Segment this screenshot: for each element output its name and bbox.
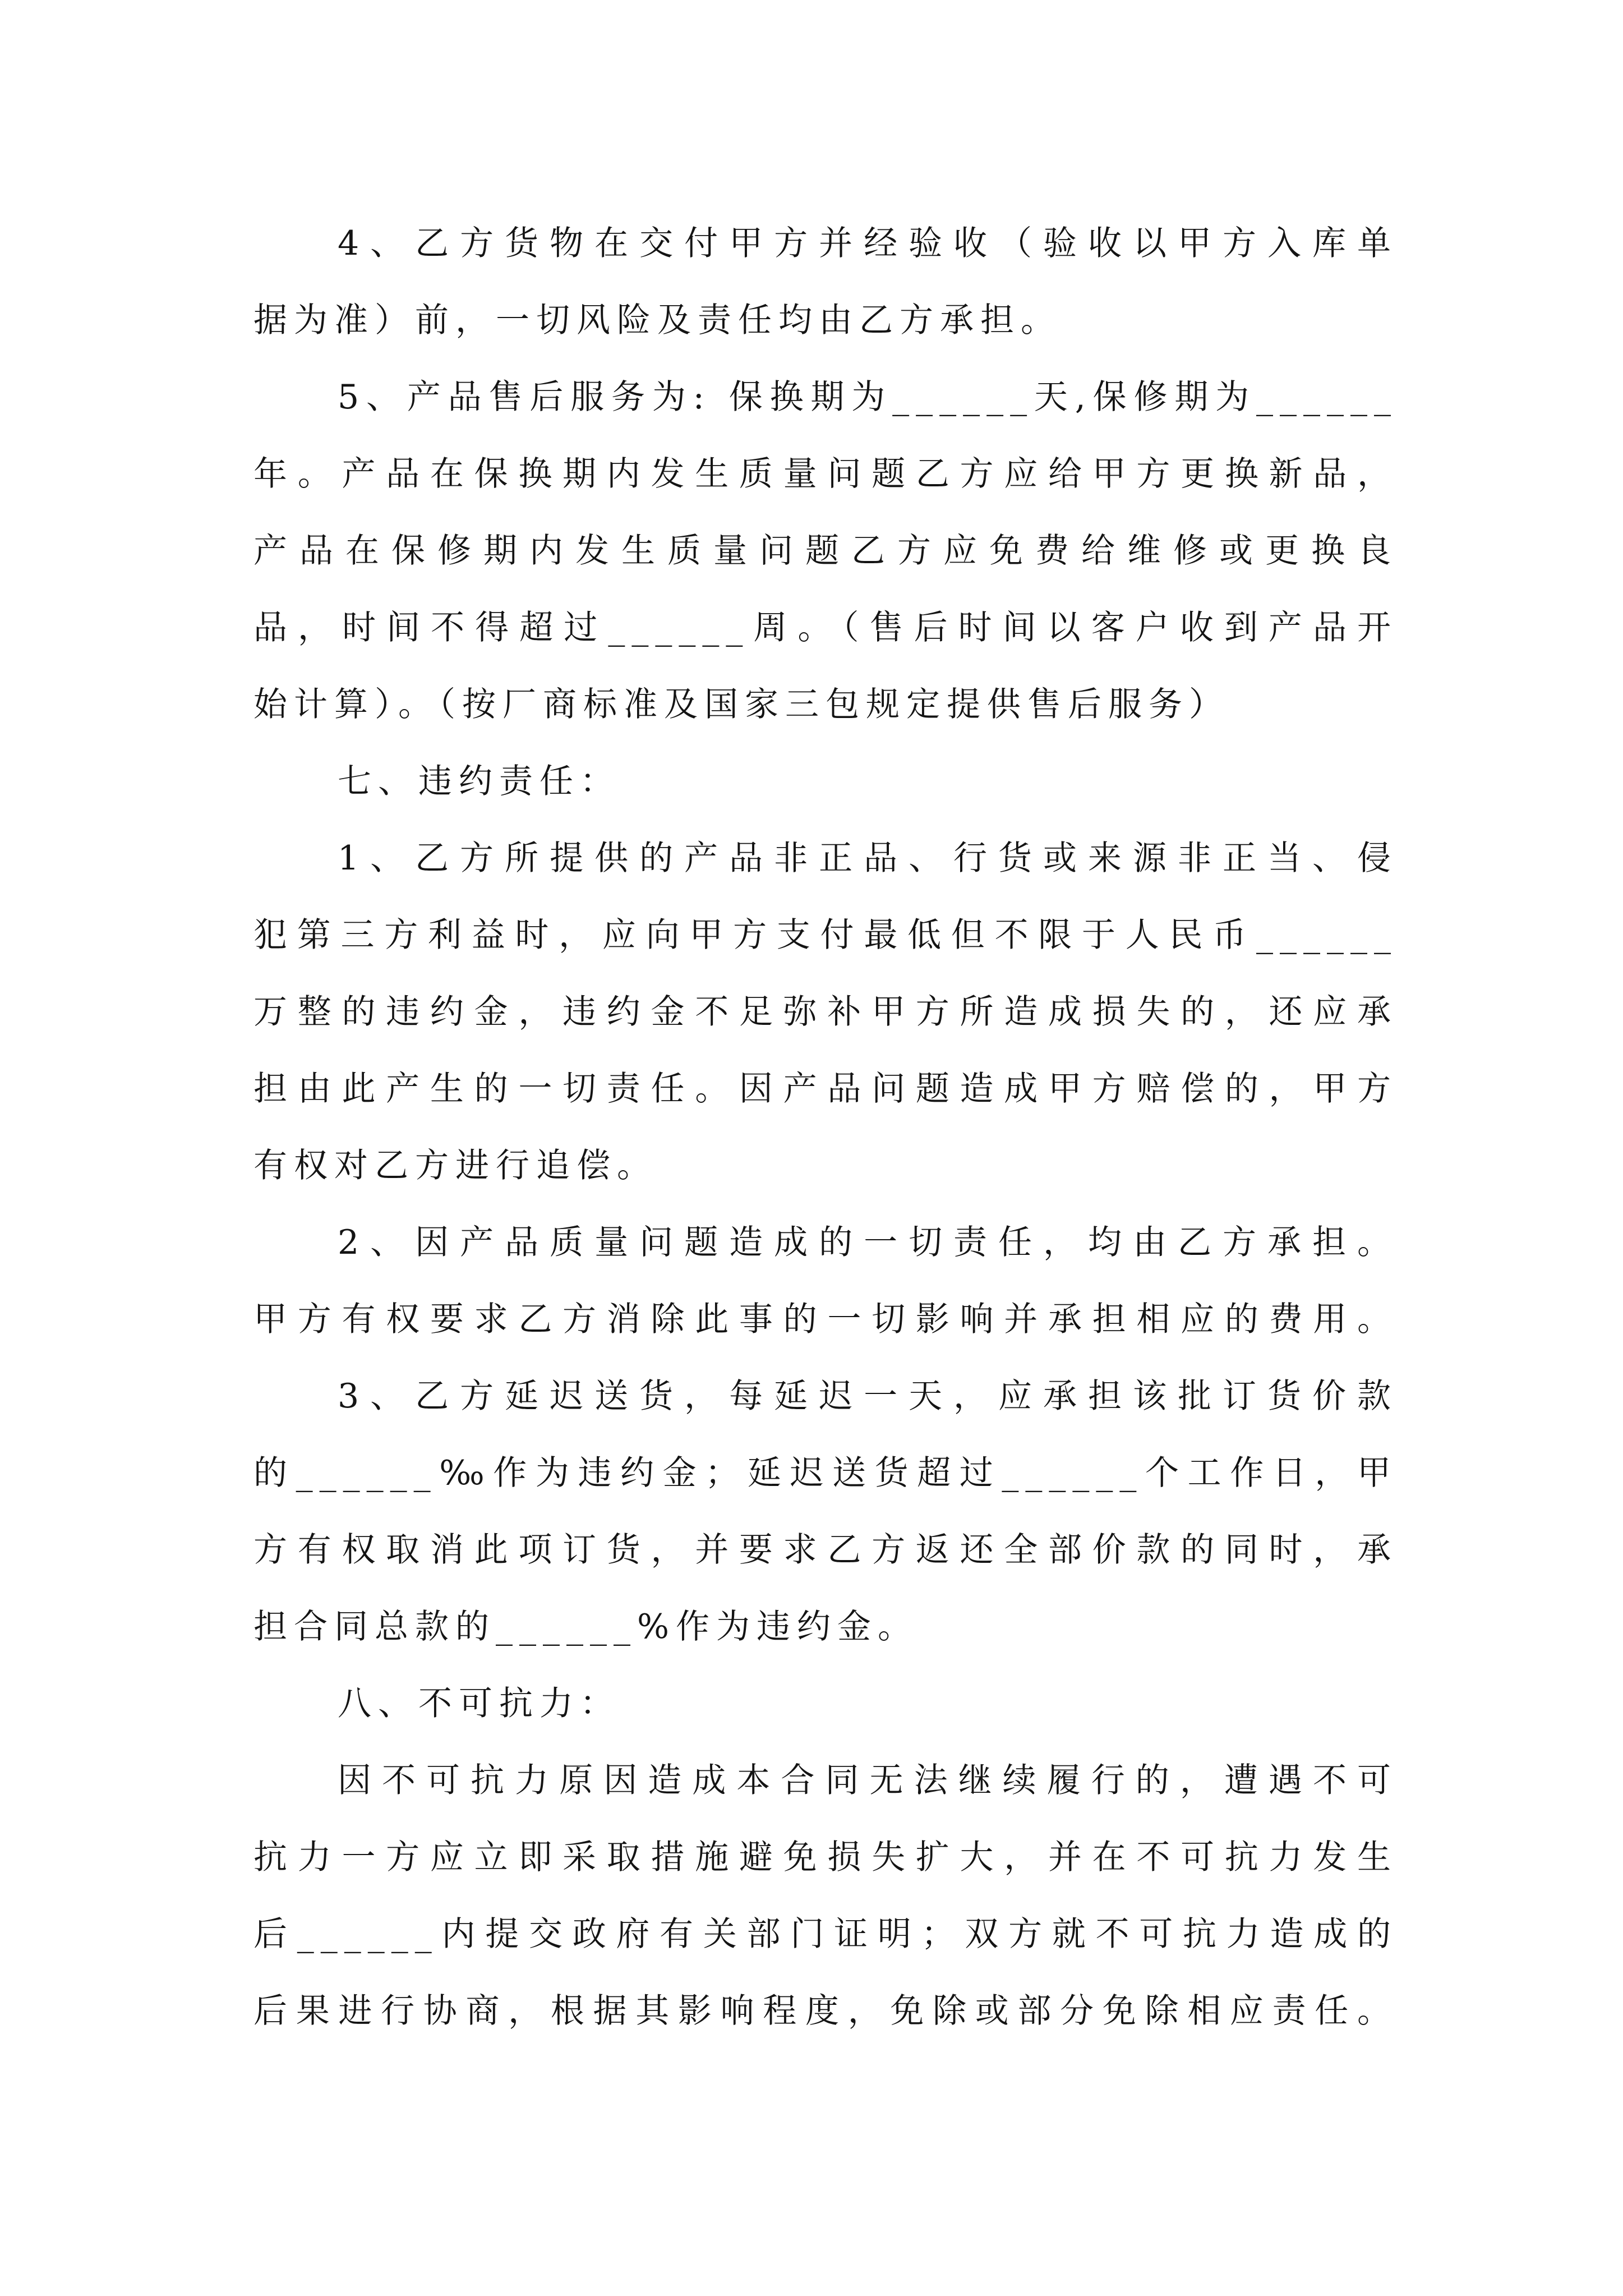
text-line: 4、乙方货物在交付甲方并经验收（验收以甲方入库单 [338, 224, 1398, 263]
text-line: 抗力一方应立即采取措施避免损失扩大，并在不可抗力发生 [253, 1838, 1398, 1877]
text-line: 有权对乙方进行追偿。 [253, 1146, 657, 1185]
text-line: 产品在保修期内发生质量问题乙方应免费给维修或更换良 [253, 531, 1398, 570]
text-line: 后______内提交政府有关部门证明；双方就不可抗力造成的 [253, 1915, 1398, 1954]
text-line: 方有权取消此项订货，并要求乙方返还全部价款的同时，承 [253, 1530, 1398, 1570]
paragraph-breach-3 [253, 1358, 1398, 1665]
section-heading: 八、不可抗力： [338, 1684, 620, 1723]
text-line: 2、因产品质量问题造成的一切责任，均由乙方承担。 [338, 1223, 1398, 1262]
section-heading-force-majeure [253, 1665, 1398, 1742]
paragraph-clause-5 [253, 359, 1398, 743]
text-line: 犯第三方利益时，应向甲方支付最低但不限于人民币______ [253, 915, 1398, 955]
text-line: 3、乙方延迟送货，每延迟一天，应承担该批订货价款 [338, 1377, 1398, 1416]
section-heading-breach [253, 743, 1398, 820]
text-line: 甲方有权要求乙方消除此事的一切影响并承担相应的费用。 [253, 1300, 1398, 1339]
text-line: 的______‰作为违约金；延迟送货超过______个工作日，甲 [253, 1453, 1398, 1493]
paragraph-breach-1 [253, 820, 1398, 1204]
text-line: 后果进行协商，根据其影响程度，免除或部分免除相应责任。 [253, 1991, 1398, 2031]
text-line: 始计算）。（按厂商标准及国家三包规定提供售后服务） [253, 685, 1229, 724]
document-body [253, 205, 1398, 2050]
paragraph-force-majeure [253, 1742, 1398, 2050]
paragraph-breach-2 [253, 1204, 1398, 1358]
text-line: 品，时间不得超过______周。（售后时间以客户收到产品开 [253, 608, 1398, 647]
text-line: 年。产品在保换期内发生质量问题乙方应给甲方更换新品， [253, 454, 1398, 494]
section-heading: 七、违约责任： [338, 762, 620, 801]
text-line: 因不可抗力原因造成本合同无法继续履行的，遭遇不可 [338, 1761, 1398, 1800]
paragraph-clause-4 [253, 205, 1398, 359]
text-line: 担合同总款的______%作为违约金。 [253, 1607, 919, 1646]
text-line: 1、乙方所提供的产品非正品、行货或来源非正当、侵 [338, 839, 1398, 878]
text-line: 万整的违约金，违约金不足弥补甲方所造成损失的，还应承 [253, 992, 1398, 1032]
text-line: 担由此产生的一切责任。因产品问题造成甲方赔偿的，甲方 [253, 1069, 1398, 1108]
text-line: 5、产品售后服务为: 保换期为______天,保修期为______ [338, 378, 1398, 417]
text-line: 据为准）前，一切风险及责任均由乙方承担。 [253, 301, 1061, 340]
